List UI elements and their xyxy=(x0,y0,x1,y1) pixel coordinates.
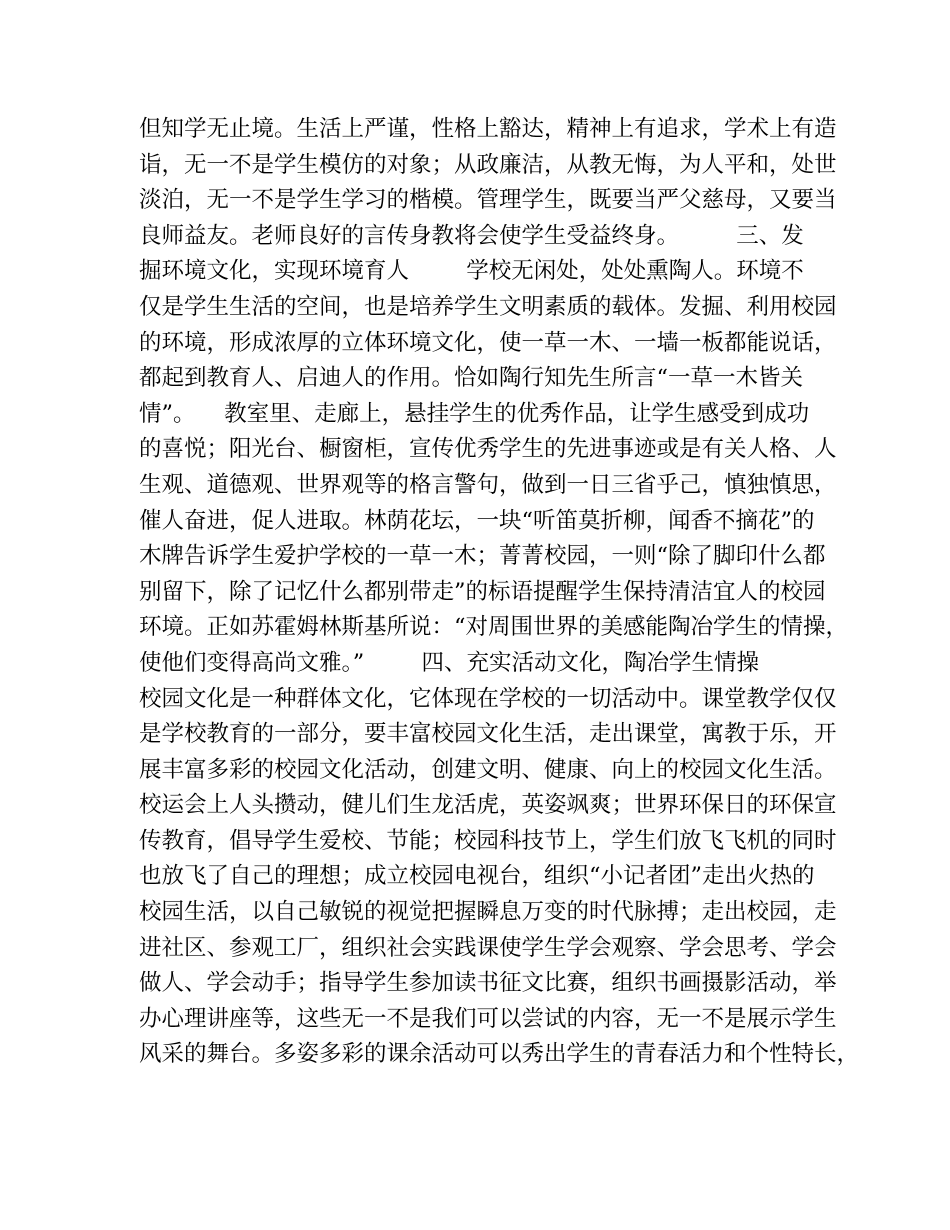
text-line: 也放飞了自己的理想；成立校园电视台，组织“小记者团”走出火热的 xyxy=(139,863,815,890)
text-line: 环境。正如苏霍姆林斯基所说：“对周围世界的美感能陶冶学生的情操， xyxy=(139,614,849,641)
text-line: 风采的舞台。多姿多彩的课余活动可以秀出学生的青春活力和个性特长， xyxy=(139,1041,860,1068)
text-line: 催人奋进，促人进取。林荫花坛，一块“听笛莫折柳，闻香不摘花”的 xyxy=(139,507,815,534)
text-line: 木牌告诉学生爱护学校的一草一木；菁菁校园，一则“除了脚印什么都 xyxy=(139,543,826,570)
text-line: 校运会上人头攒动，健儿们生龙活虎，英姿飒爽；世界环保日的环保宣 xyxy=(139,792,837,819)
text-line: 使他们变得高尚文雅。” 四、充实活动文化，陶冶学生情操 xyxy=(139,649,759,676)
text-line: 校园文化是一种群体文化，它体现在学校的一切活动中。课堂教学仅仅 xyxy=(139,685,837,712)
text-line: 做人、学会动手；指导学生参加读书征文比赛，组织书画摄影活动，举 xyxy=(139,970,837,997)
text-line: 仅是学生生活的空间，也是培养学生文明素质的载体。发掘、利用校园 xyxy=(139,293,837,320)
text-line: 掘环境文化，实现环境育人 学校无闲处，处处熏陶人。环境不 xyxy=(139,258,804,285)
text-line: 都起到教育人、启迪人的作用。恰如陶行知先生所言“一草一木皆关 xyxy=(139,365,804,392)
text-line: 进社区、参观工厂，组织社会实践课使学生学会观察、学会思考、学会 xyxy=(139,934,837,961)
text-line: 的环境，形成浓厚的立体环境文化，使一草一木、一墙一板都能说话， xyxy=(139,329,837,356)
text-line: 淡泊，无一不是学生学习的楷模。管理学生，既要当严父慈母，又要当 xyxy=(139,187,837,214)
text-line: 展丰富多彩的校园文化活动，创建文明、健康、向上的校园文化生活。 xyxy=(139,756,837,783)
text-line: 情”。 教室里、走廊上，悬挂学生的优秀作品，让学生感受到成功 xyxy=(139,400,810,427)
text-line: 诣，无一不是学生模仿的对象；从政廉洁，从教无悔，为人平和，处世 xyxy=(139,151,837,178)
text-line: 办心理讲座等，这些无一不是我们可以尝试的内容，无一不是展示学生 xyxy=(139,1005,837,1032)
text-line: 传教育，倡导学生爱校、节能；校园科技节上，学生们放飞飞机的同时 xyxy=(139,827,837,854)
text-line: 良师益友。老师良好的言传身教将会使学生受益终身。 三、发 xyxy=(139,222,804,249)
text-line: 的喜悦；阳光台、橱窗柜，宣传优秀学生的先进事迹或是有关人格、人 xyxy=(139,436,837,463)
text-line: 但知学无止境。生活上严谨，性格上豁达，精神上有追求，学术上有造 xyxy=(139,116,837,142)
text-line: 别留下，除了记忆什么都别带走”的标语提醒学生保持清洁宜人的校园 xyxy=(139,578,826,605)
body-text xyxy=(139,112,860,1073)
text-line: 是学校教育的一部分，要丰富校园文化生活，走出课堂，寓教于乐，开 xyxy=(139,721,837,748)
text-line: 生观、道德观、世界观等的格言警句，做到一日三省乎己，慎独慎思， xyxy=(139,471,837,498)
text-line: 校园生活，以自己敏锐的视觉把握瞬息万变的时代脉搏；走出校园，走 xyxy=(139,899,837,926)
